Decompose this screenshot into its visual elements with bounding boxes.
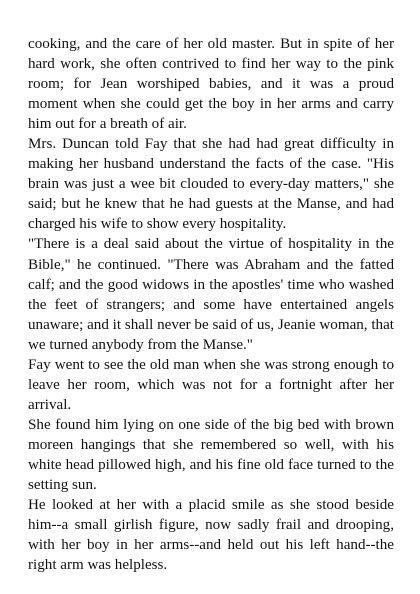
paragraph-6: He looked at her with a placid smile as she stood beside him--a small girlish figure, now sadly frail and drooping, with her boy in her arms--and held out his left hand--the right arm was helpless. [28,497,394,574]
paragraph-3: "There is a deal said about the virtue of hospitality in the Bible," he continued. "There was Abraham and the fatted calf; and the good widows in the apostles' time who washed the feet of strangers; and some have entertained angels unaware; and it shall never be said of us, Jeanie woman, that we turned anybody from the Manse." [28,236,394,353]
paragraph-4: Fay went to see the old man when she was strong enough to leave her room, which was not for a fortnight after her arrival. [28,356,394,413]
book-page-text [28,34,394,575]
paragraph-5: She found him lying on one side of the big bed with brown moreen hangings that she remembered so well, with his white head pillowed high, and his fine old face turned to the setting sun. [28,416,394,494]
paragraph-1: cooking, and the care of her old master. But in spite of her hard work, she often contrived to find her way to the pink room; for Jean worshiped babies, and it was a proud moment when she could get the boy in her arms and carry him out for a breath of air. [28,36,394,133]
paragraph-2: Mrs. Duncan told Fay that she had had great difficulty in making her husband understand the facts of the case. "His brain was just a wee bit clouded to every-day matters," she said; but he knew that he had guests at the Manse, and had charged his wife to show every hospitality. [28,136,394,233]
